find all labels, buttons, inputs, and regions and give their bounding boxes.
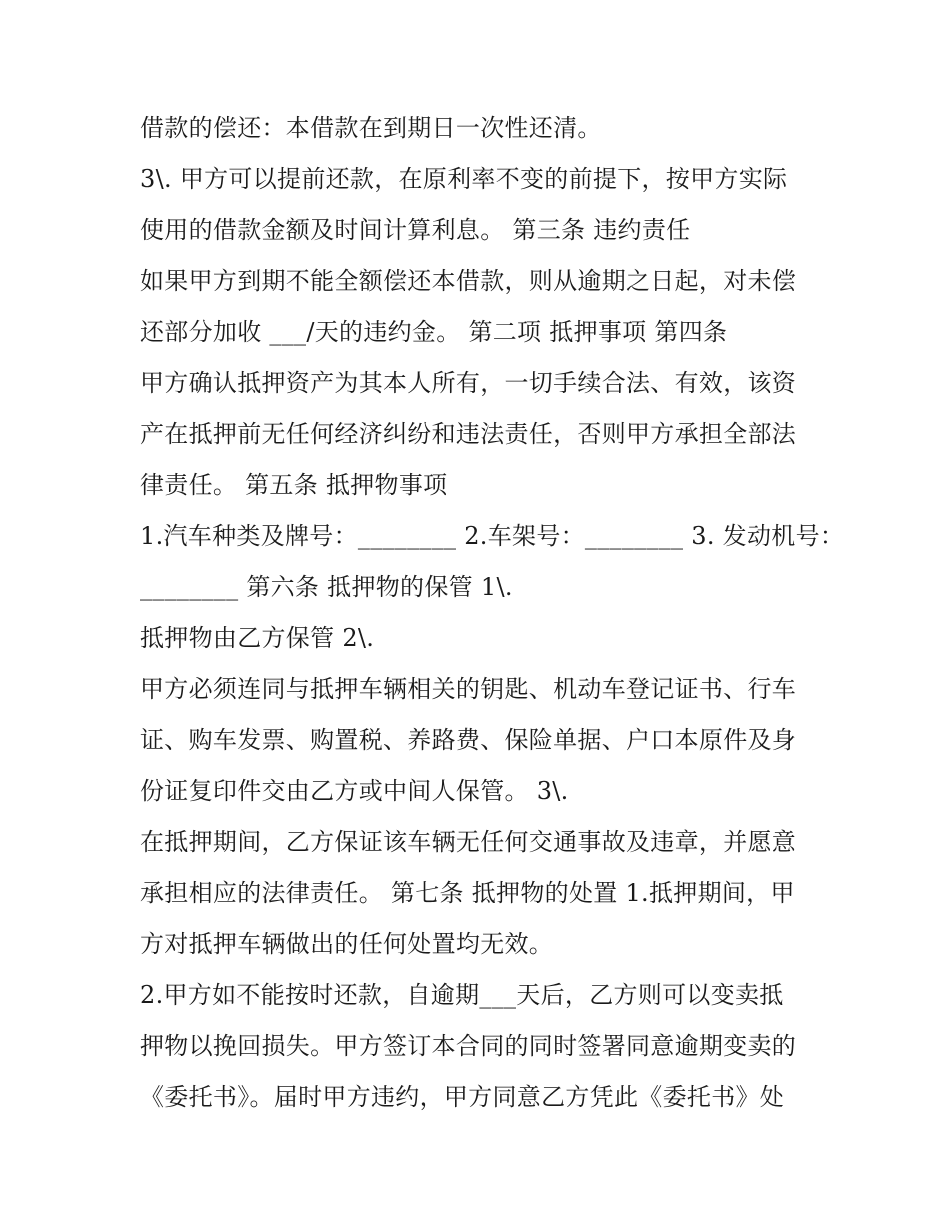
text-line: 份证复印件交由乙方或中间人保管。 3\.: [140, 777, 569, 805]
text-line: 1.汽车种类及牌号：________ 2.车架号：________ 3. 发动机号：: [140, 522, 845, 550]
text-line: 《委托书》。届时甲方违约，甲方同意乙方凭此《委托书》处: [140, 1083, 785, 1111]
text-line: ________ 第六条 抵押物的保管 1\.: [140, 573, 513, 601]
text-line: 在抵押期间，乙方保证该车辆无任何交通事故及违章，并愿意: [140, 828, 797, 856]
text-line: 律责任。 第五条 抵押物事项: [140, 471, 448, 499]
text-line: 使用的借款金额及时间计算利息。 第三条 违约责任: [140, 216, 691, 244]
text-line: 押物以挽回损失。甲方签订本合同的同时签署同意逾期变卖的: [140, 1032, 797, 1060]
text-line: 产在抵押前无任何经济纠纷和违法责任，否则甲方承担全部法: [140, 420, 797, 448]
text-line: 3\. 甲方可以提前还款，在原利率不变的前提下，按甲方实际: [140, 165, 788, 193]
document-body: [140, 103, 845, 1123]
text-line: 证、购车发票、购置税、养路费、保险单据、户口本原件及身: [140, 726, 797, 754]
text-line: 甲方必须连同与抵押车辆相关的钥匙、机动车登记证书、行车: [140, 675, 797, 703]
text-line: 抵押物由乙方保管 2\.: [140, 624, 375, 652]
text-line: 承担相应的法律责任。 第七条 抵押物的处置 1.抵押期间，甲: [140, 879, 795, 907]
text-line: 方对抵押车辆做出的任何处置均无效。: [140, 930, 554, 958]
text-line: 如果甲方到期不能全额偿还本借款，则从逾期之日起，对未偿: [140, 267, 797, 295]
text-line: 借款的偿还：本借款在到期日一次性还清。: [140, 114, 602, 142]
text-line: 2.甲方如不能按时还款，自逾期___天后，乙方则可以变卖抵: [140, 981, 784, 1009]
text-line: 甲方确认抵押资产为其本人所有，一切手续合法、有效，该资: [140, 369, 797, 397]
text-line: 还部分加收 ___/天的违约金。 第二项 抵押事项 第四条: [140, 318, 728, 346]
